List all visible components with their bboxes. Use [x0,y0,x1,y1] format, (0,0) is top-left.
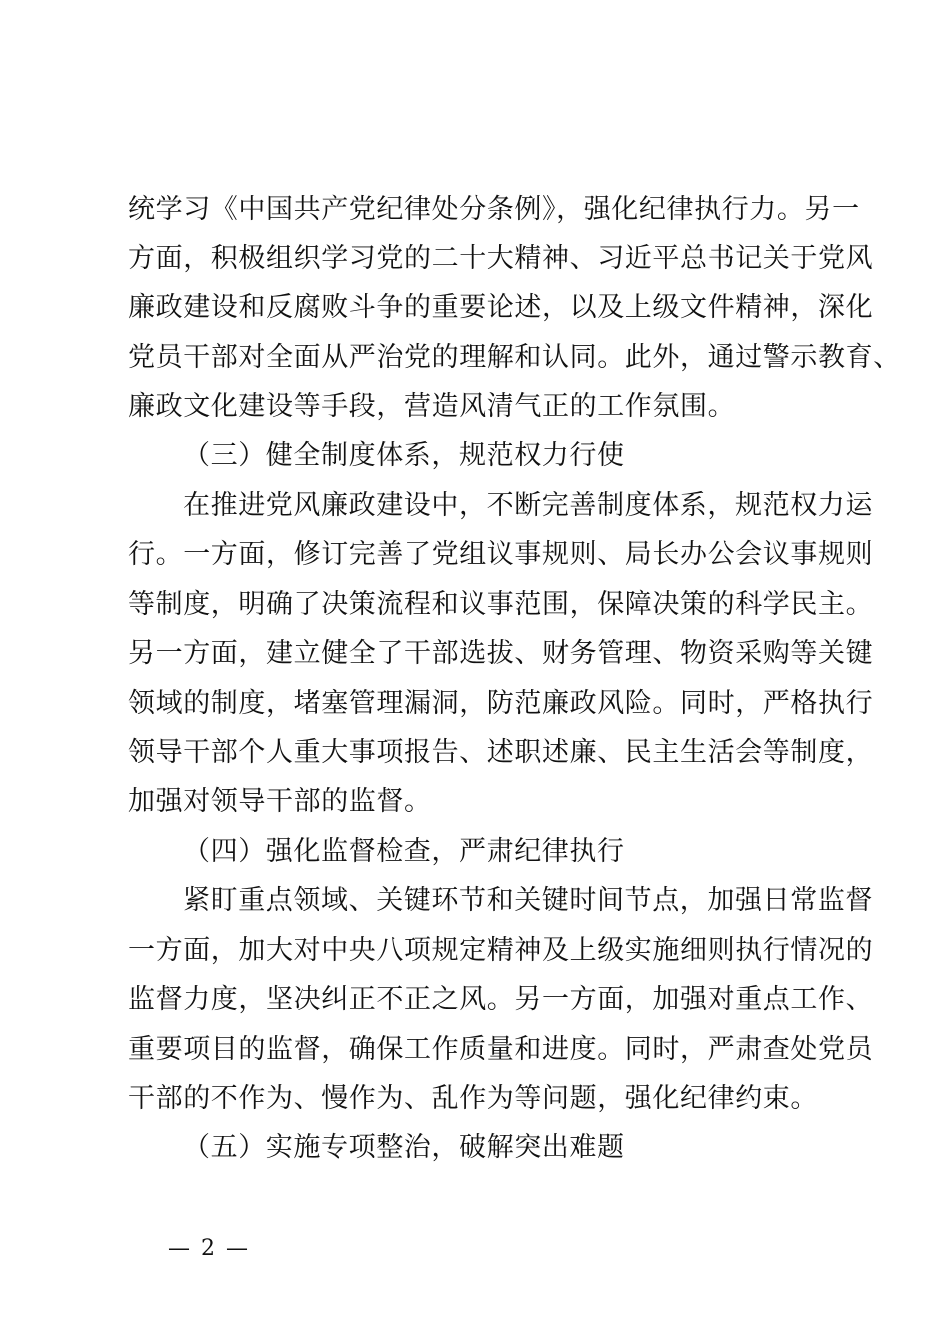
body-text-line: 紧盯重点领域、关键环节和关键时间节点，加强日常监督 [183,885,873,916]
section-heading: （三）健全制度体系，规范权力行使 [183,440,625,471]
body-text-line: 方面，积极组织学习党的二十大精神、习近平总书记关于党风 [128,243,874,274]
page-number: — 2 — [168,1236,250,1261]
body-text-line: 党员干部对全面从严治党的理解和认同。此外，通过警示教育、 [128,342,901,373]
section-heading: （五）实施专项整治，破解突出难题 [183,1132,625,1163]
section-heading: （四）强化监督检查，严肃纪律执行 [183,836,625,867]
body-text-line: 廉政文化建设等手段，营造风清气正的工作氛围。 [128,391,736,422]
body-text-line: 监督力度，坚决纠正不正之风。另一方面，加强对重点工作、 [128,984,874,1015]
body-text-line: 一方面，加大对中央八项规定精神及上级实施细则执行情况的 [128,935,874,966]
body-text-line: 领导干部个人重大事项报告、述职述廉、民主生活会等制度， [128,737,874,768]
body-text-line: 另一方面，建立健全了干部选拔、财务管理、物资采购等关键 [128,638,874,669]
body-text-line: 在推进党风廉政建设中，不断完善制度体系，规范权力运 [183,490,873,521]
body-text-line: 加强对领导干部的监督。 [128,786,432,817]
body-text-line: 等制度，明确了决策流程和议事范围，保障决策的科学民主。 [128,589,874,620]
body-text-line: 廉政建设和反腐败斗争的重要论述，以及上级文件精神，深化 [128,292,874,323]
body-text-line: 领域的制度，堵塞管理漏洞，防范廉政风险。同时，严格执行 [128,688,874,719]
body-text-line: 统学习《中国共产党纪律处分条例》，强化纪律执行力。另一 [128,194,860,225]
body-text-line: 重要项目的监督，确保工作质量和进度。同时，严肃查处党员 [128,1034,874,1065]
body-text-line: 干部的不作为、慢作为、乱作为等问题，强化纪律约束。 [128,1083,818,1114]
body-text-line: 行。一方面，修订完善了党组议事规则、局长办公会议事规则 [128,539,874,570]
